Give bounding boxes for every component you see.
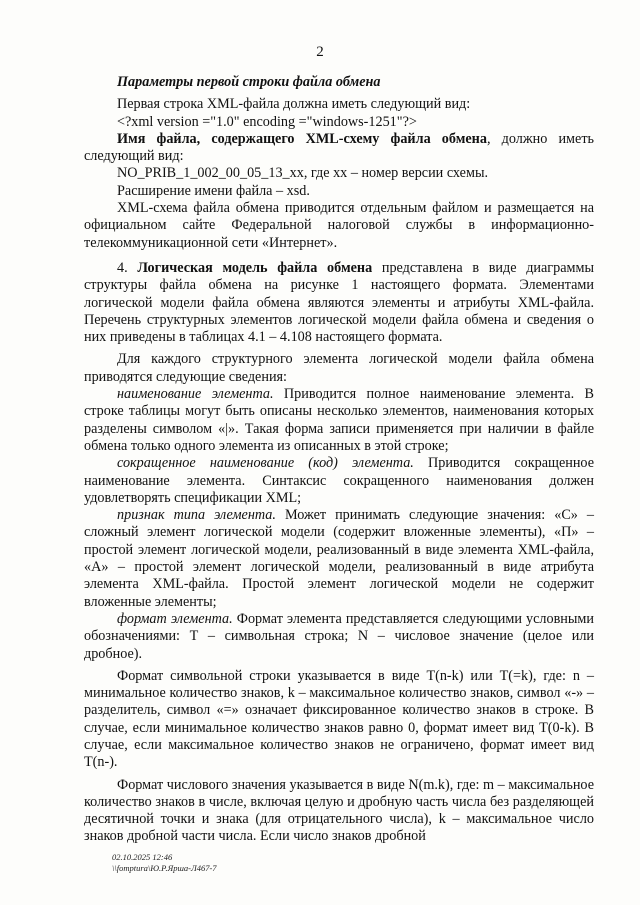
section-4-text: представлена в виде диаграммы структуры файла обмена на рисунке 1 настоящего формата. Элементами логической модели файла обмена являются элементы и атрибуты XML-файла. Перечень структурных элементов логической модели файла обмена и сведения о них приведены в таблицах 4.1 – 4.108 настоящего формата. [84,259,595,346]
item-short-term: сокращенное наименование (код) элемента. [117,455,414,472]
section-4-number: 4. [117,259,138,276]
item-format [84,611,594,663]
filename-label: Имя файла, содержащего XML-схему файла обмена [117,130,487,147]
xml-declaration: <?xml version ="1.0" encoding ="windows-1251"?> [117,113,417,130]
numeric-format-paragraph: Формат числового значения указывается в виде N(m.k), где: m – максимальное количество знаков в числе, включая целую и дробную часть числа без разделяющей десятичной точки и знака (для отрицательного числа), k – максимальное число знаков дробной части числа. Если число знаков дробной [84,776,594,845]
footer-date: 02.10.2025 12:46 [112,852,173,862]
item-type-text: Может принимать следующие значения: «С» – сложный элемент логической модели (содержит вложенные элементы), «П» – простой элемент логической модели, реализованный в виде элемента XML-файла, «А» – простой элемент логической модели, реализованный в виде атрибута элемента XML-файла. Простой элемент логической модели не содержит вложенные элементы; [84,507,594,610]
document-body [84,74,594,846]
item-format-term: формат элемента. [117,610,233,627]
page-number: 2 [316,44,324,60]
xml-line-intro: Первая строка XML-файла должна иметь следующий вид: [117,96,471,113]
item-name-term: наименование элемента. [117,386,274,403]
footer-path: \\fomptura\Ю.Р.Ярша-Л467-7 [112,863,217,873]
section-4-title: Логическая модель файла обмена [137,259,373,276]
item-short-name [84,455,594,507]
file-extension: Расширение имени файла – xsd. [117,182,310,199]
string-format-paragraph: Формат символьной строки указывается в виде Т(n-k) или Т(=k), где: n – минимальное количество знаков, k – максимальное количество знаков, символ «-» – разделитель, символ «=» означает фиксированное количество знаков в строке. В случае, если минимальное количество знаков равно 0, формат имеет вид Т(0-k). В случае, если максимальное количество знаков не ограничено, формат имеет вид Т(n-). [84,667,594,771]
filename-rest: , должно иметь следующий вид: [84,130,594,165]
item-format-text: Формат элемента представляется следующими условными обозначениями: Т – символьная строка; N – числовое значение (целое или дробное). [84,610,594,662]
item-name-text: Приводится полное наименование элемента. В строке таблицы могут быть описаны несколько элементов, наименования которых разделены символом «|». Такая форма записи применяется при наличии в файле обмена только одного элемента из описанных в этой строке; [84,386,594,454]
item-type-term: признак типа элемента. [117,507,276,524]
item-type [84,507,594,611]
section-heading: Параметры первой строки файла обмена [117,74,381,90]
footer-stamp [112,852,217,874]
details-intro: Для каждого структурного элемента логической модели файла обмена приводятся следующие сведения: [84,351,594,385]
filename-paragraph [84,131,594,166]
schema-note: XML-схема файла обмена приводится отдельным файлом и размещается на официальном сайте Федеральной налоговой службы в информационно-телекоммуникационной сети «Интернет». [84,200,594,251]
section-4-paragraph [84,260,594,346]
item-short-text: Приводится сокращенное наименование элемента. Синтаксис сокращенного наименования должен удовлетворять спецификации XML; [84,455,594,506]
filename-pattern: NO_PRIB_1_002_00_05_13_xx, где хх – номер версии схемы. [117,165,489,182]
item-name [84,386,594,455]
